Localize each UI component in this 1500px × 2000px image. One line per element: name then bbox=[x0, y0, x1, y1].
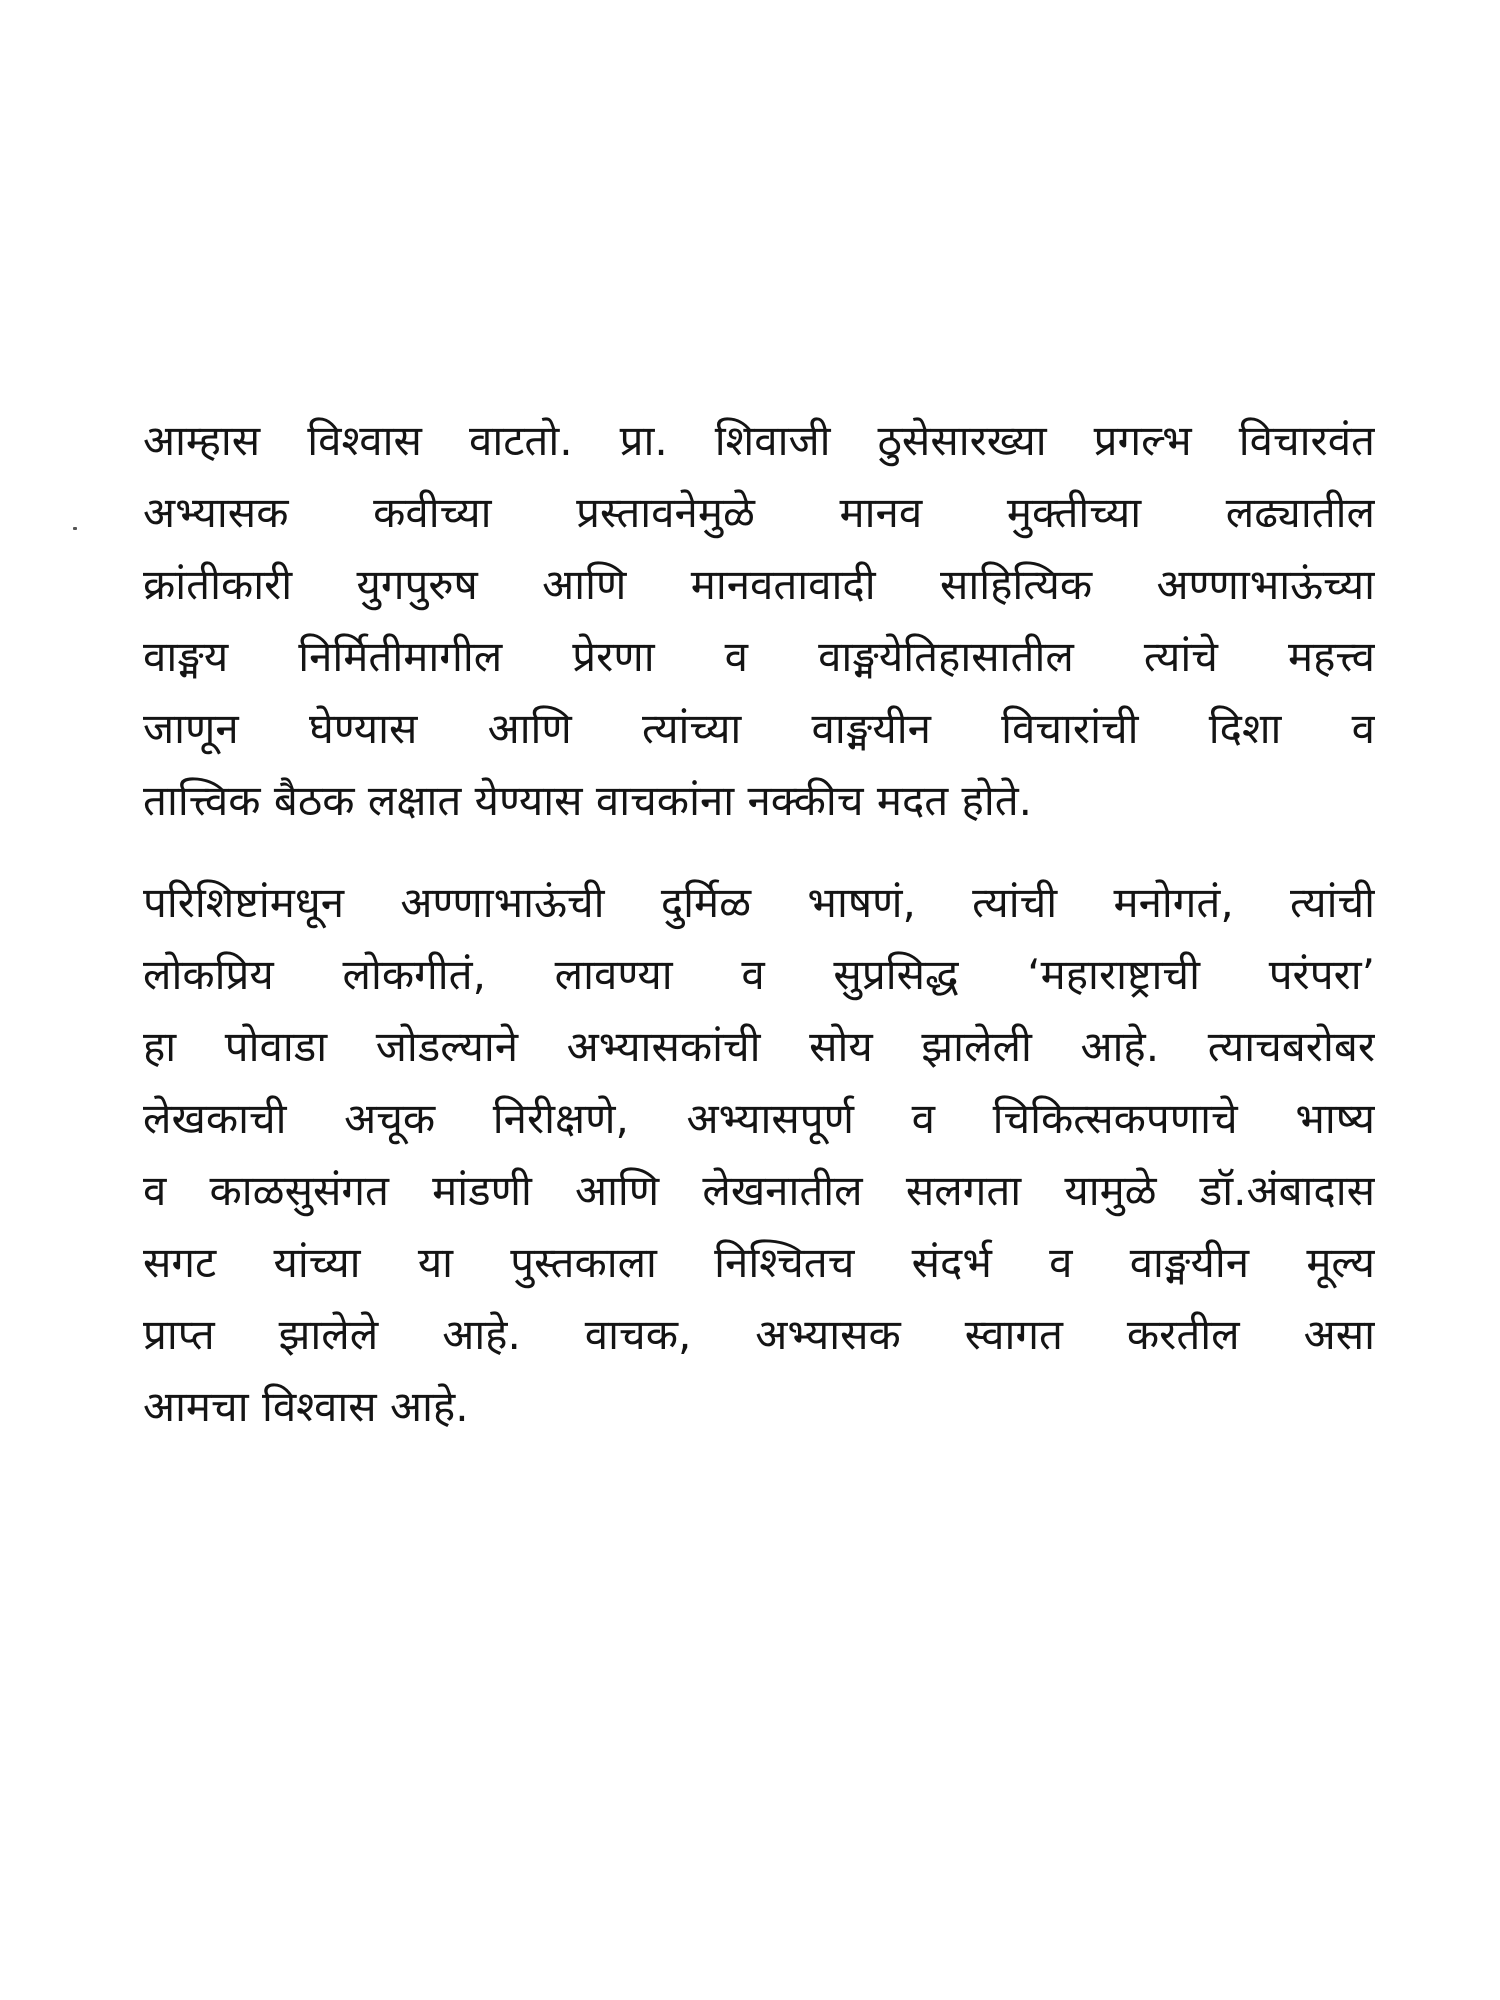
paragraph-1-line-2: अभ्यासक कवीच्या प्रस्तावनेमुळे मानव मुक्तीच्या लढ्यातील bbox=[143, 488, 1375, 537]
paragraph-2-line-6: सगट यांच्या या पुस्तकाला निश्चितच संदर्भ व वाङ्मयीन मूल्य bbox=[143, 1238, 1375, 1287]
paragraph-2-line-4: लेखकाची अचूक निरीक्षणे, अभ्यासपूर्ण व चिकित्सकपणाचे भाष्य bbox=[143, 1094, 1375, 1143]
paragraph-2-line-3: हा पोवाडा जोडल्याने अभ्यासकांची सोय झालेली आहे. त्याचबरोबर bbox=[143, 1022, 1375, 1071]
paragraph-2-line-1: परिशिष्टांमधून अण्णाभाऊंची दुर्मिळ भाषणं, त्यांची मनोगतं, त्यांची bbox=[143, 878, 1375, 927]
paragraph-1-line-4: वाङ्मय निर्मितीमागील प्रेरणा व वाङ्मयेतिहासातील त्यांचे महत्त्व bbox=[143, 632, 1375, 681]
body-text bbox=[143, 405, 1375, 1443]
paragraph-1-line-6: तात्त्विक बैठक लक्षात येण्यास वाचकांना नक्कीच मदत होते. bbox=[143, 776, 1033, 825]
paragraph-1-line-3: क्रांतीकारी युगपुरुष आणि मानवतावादी साहित्यिक अण्णाभाऊंच्या bbox=[143, 560, 1375, 609]
paragraph-2-line-5: व काळसुसंगत मांडणी आणि लेखनातील सलगता यामुळे डॉ.अंबादास bbox=[143, 1166, 1375, 1215]
paragraph-2-line-7: प्राप्त झालेले आहे. वाचक, अभ्यासक स्वागत करतील असा bbox=[143, 1310, 1375, 1359]
stray-dot-mark bbox=[73, 527, 77, 530]
paragraph-2-line-2: लोकप्रिय लोकगीतं, लावण्या व सुप्रसिद्ध ‘महाराष्ट्राची परंपरा’ bbox=[143, 950, 1375, 999]
paragraph-1-line-5: जाणून घेण्यास आणि त्यांच्या वाङ्मयीन विचारांची दिशा व bbox=[143, 704, 1375, 753]
paragraph-2 bbox=[143, 867, 1375, 1443]
paragraph-2-line-8: आमचा विश्वास आहे. bbox=[143, 1382, 469, 1431]
paragraph-1 bbox=[143, 405, 1375, 837]
paragraph-1-line-1: आम्हास विश्वास वाटतो. प्रा. शिवाजी ठुसेसारख्या प्रगल्भ विचारवंत bbox=[143, 416, 1375, 465]
